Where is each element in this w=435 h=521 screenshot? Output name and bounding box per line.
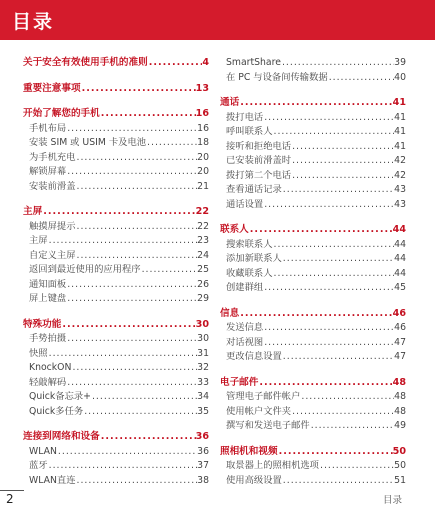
- page-ref: 39: [394, 57, 406, 68]
- toc-entry-text: 查看通话记录: [226, 184, 282, 195]
- toc-section-heading[interactable]: [23, 205, 209, 220]
- dot-leader: [263, 336, 394, 351]
- toc-entry[interactable]: [23, 249, 209, 264]
- toc-section-heading-text: 信息: [220, 307, 240, 319]
- page-ref: 45: [394, 282, 406, 293]
- toc-entry[interactable]: [23, 151, 209, 166]
- toc-entry-text: 收藏联系人: [226, 267, 273, 279]
- dot-leader: [310, 419, 394, 434]
- toc-entry-text: 拨打第二个电话: [226, 169, 292, 181]
- toc-section-heading-text: 关于安全有效使用手机的准则: [23, 57, 148, 68]
- toc-entry-text: 取景器上的照相机选项: [226, 460, 319, 471]
- toc-right-column: [220, 56, 406, 499]
- dot-leader: [61, 318, 195, 333]
- dot-leader: [263, 281, 394, 296]
- toc-entry-text: 安装前滑盖: [29, 180, 76, 192]
- toc-entry-text: 自定义主屏: [29, 249, 76, 261]
- toc-entry[interactable]: [220, 56, 406, 71]
- toc-entry[interactable]: [220, 169, 406, 184]
- toc-entry-text: 通话设置: [226, 198, 264, 210]
- toc-entry[interactable]: [23, 347, 209, 362]
- page-ref: 22: [197, 220, 209, 232]
- toc-section: [220, 223, 406, 296]
- header-bar: [0, 0, 435, 40]
- page-title: 目录: [12, 11, 55, 33]
- dot-leader: [282, 474, 394, 489]
- toc-entry-text: 使用高级设置: [226, 474, 282, 486]
- toc-entry[interactable]: [220, 405, 406, 420]
- page-ref: 20: [197, 151, 209, 163]
- toc-entry[interactable]: [23, 180, 209, 195]
- page-ref: 43: [394, 198, 406, 210]
- page-ref: 48: [392, 376, 406, 388]
- page-ref: 41: [394, 140, 406, 152]
- toc-section-heading-text: 主屏: [23, 206, 43, 217]
- toc-section: [23, 56, 209, 71]
- page-ref: 41: [394, 126, 406, 137]
- page-ref: 47: [394, 336, 406, 348]
- toc-section: [23, 430, 209, 488]
- page-ref: 51: [394, 474, 406, 486]
- toc-entry[interactable]: [220, 111, 406, 126]
- page-ref: 13: [195, 82, 209, 94]
- dot-leader: [291, 405, 394, 420]
- toc-entry-text: 快照: [29, 347, 48, 359]
- page-ref: 42: [394, 155, 406, 166]
- page-ref: 44: [392, 224, 406, 235]
- dot-leader: [48, 459, 198, 474]
- dot-leader: [76, 474, 198, 489]
- toc-entry[interactable]: [23, 376, 209, 391]
- toc-entry-text: 在 PC 与设备间传输数据: [226, 71, 328, 83]
- dot-leader: [300, 390, 394, 405]
- toc-section-heading[interactable]: [220, 376, 406, 391]
- page-ref: 34: [197, 391, 209, 402]
- toc-entry-text: 返回到最近使用的应用程序: [29, 264, 141, 275]
- page-ref: 47: [394, 351, 406, 362]
- toc-entry-text: 撰写和发送电子邮件: [226, 420, 310, 431]
- toc-section-heading[interactable]: [23, 318, 209, 333]
- toc-entry[interactable]: [220, 154, 406, 169]
- page-ref: 18: [197, 137, 209, 148]
- page-ref: 31: [197, 347, 209, 359]
- page-ref: 44: [394, 253, 406, 264]
- toc-entry[interactable]: [23, 459, 209, 474]
- dot-leader: [291, 140, 394, 155]
- dot-leader: [76, 180, 198, 195]
- dot-leader: [66, 332, 197, 347]
- dot-leader: [273, 125, 395, 140]
- page-ref: 49: [394, 420, 406, 431]
- toc-entry-text: 蓝牙: [29, 460, 48, 471]
- toc-entry-text: 拨打电话: [226, 111, 264, 123]
- toc-entry[interactable]: [220, 140, 406, 155]
- toc-entry-text: KnockON: [29, 362, 72, 373]
- toc-entry[interactable]: [23, 361, 209, 376]
- toc-entry[interactable]: [23, 220, 209, 235]
- toc-entry[interactable]: [23, 390, 209, 405]
- page-ref: 44: [394, 267, 406, 279]
- toc-section-heading[interactable]: [220, 223, 406, 238]
- toc-entry[interactable]: [23, 445, 209, 460]
- dot-leader: [100, 107, 196, 122]
- toc-section-heading[interactable]: [23, 107, 209, 122]
- toc-section-heading[interactable]: [220, 96, 406, 111]
- page-ref: 50: [392, 445, 406, 457]
- dot-leader: [100, 430, 196, 445]
- page-ref: 42: [394, 169, 406, 181]
- page-ref: 20: [197, 166, 209, 177]
- toc-entry[interactable]: [23, 136, 209, 151]
- page-ref: 29: [197, 293, 209, 304]
- toc-section-heading-text: 通话: [220, 97, 240, 108]
- toc-entry[interactable]: [220, 350, 406, 365]
- toc-entry[interactable]: [220, 71, 406, 86]
- toc-entry[interactable]: [23, 332, 209, 347]
- page-ref: 23: [197, 235, 209, 246]
- dot-leader: [48, 347, 198, 362]
- toc-section-heading[interactable]: [23, 56, 209, 71]
- dot-leader: [291, 169, 394, 184]
- toc-section: [23, 318, 209, 420]
- dot-leader: [273, 267, 395, 282]
- dot-leader: [66, 292, 197, 307]
- toc-section: [220, 376, 406, 434]
- toc-entry-text: 轻敲解码: [29, 376, 67, 388]
- dot-leader: [239, 307, 392, 322]
- page-ref: 22: [195, 206, 209, 217]
- page-ref: 16: [197, 122, 209, 134]
- page-ref: 33: [197, 376, 209, 388]
- dot-leader: [282, 183, 394, 198]
- page-ref: 24: [197, 249, 209, 261]
- page-ref: 43: [394, 184, 406, 195]
- toc-entry[interactable]: [220, 183, 406, 198]
- toc-entry[interactable]: [23, 234, 209, 249]
- page-ref: 40: [394, 71, 406, 83]
- toc-entry-text: 解锁屏幕: [29, 166, 67, 177]
- toc-entry[interactable]: [23, 278, 209, 293]
- toc-entry-text: 更改信息设置: [226, 351, 282, 362]
- dot-leader: [76, 151, 198, 166]
- dot-leader: [66, 278, 197, 293]
- dot-leader: [282, 252, 394, 267]
- toc-entry-text: 管理电子邮件帐户: [226, 391, 301, 402]
- toc-entry[interactable]: [220, 390, 406, 405]
- dot-leader: [81, 82, 196, 97]
- toc-section: [23, 107, 209, 194]
- dot-leader: [66, 122, 197, 137]
- toc-section-heading[interactable]: [23, 430, 209, 445]
- toc-entry-text: 手机布局: [29, 122, 67, 134]
- dot-leader: [263, 321, 394, 336]
- dot-leader: [249, 223, 393, 238]
- page-ref: 4: [202, 57, 209, 68]
- dot-leader: [273, 238, 395, 253]
- page-ref: 26: [197, 278, 209, 290]
- toc-entry-text: WLAN: [29, 445, 57, 457]
- toc-section-heading-text: 照相机和视频: [220, 445, 278, 457]
- dot-leader: [291, 154, 394, 169]
- toc-entry[interactable]: [23, 122, 209, 137]
- page-number: 2: [6, 492, 14, 506]
- toc-section-heading-text: 联系人: [220, 224, 249, 235]
- page-ref: 36: [197, 445, 209, 457]
- toc-section: [220, 445, 406, 489]
- toc-entry-text: 手势拍摄: [29, 333, 67, 344]
- toc-entry-text: 使用帐户文件夹: [226, 405, 292, 417]
- toc-section: [220, 96, 406, 212]
- dot-leader: [146, 136, 197, 151]
- toc-section: [220, 56, 406, 85]
- toc-entry-text: 对话视图: [226, 336, 264, 348]
- page-ref: 36: [195, 431, 209, 442]
- toc-entry-text: SmartShare: [226, 57, 281, 68]
- dot-leader: [278, 445, 393, 460]
- toc-entry-text: 已安装前滑盖时: [226, 155, 292, 166]
- toc-entry[interactable]: [220, 281, 406, 296]
- toc-entry[interactable]: [23, 165, 209, 180]
- toc-section-heading-text: 开始了解您的手机: [23, 108, 100, 119]
- page-ref: 38: [197, 474, 209, 486]
- dot-leader: [76, 249, 198, 264]
- toc-entry[interactable]: [220, 336, 406, 351]
- toc-entry-text: 创建群组: [226, 282, 264, 293]
- page-ref: 48: [394, 405, 406, 417]
- dot-leader: [91, 390, 197, 405]
- toc-entry-text: 接听和拒绝电话: [226, 140, 292, 152]
- dot-leader: [258, 376, 392, 391]
- toc-entry[interactable]: [23, 474, 209, 489]
- page-ref: 32: [197, 362, 209, 373]
- page-ref: 41: [392, 97, 406, 108]
- toc-section-heading[interactable]: [220, 445, 406, 460]
- toc-section: [23, 205, 209, 307]
- toc-entry[interactable]: [23, 292, 209, 307]
- toc-entry-text: 通知面板: [29, 278, 67, 290]
- toc-entry-text: 主屏: [29, 235, 48, 246]
- toc-section-heading-text: 特殊功能: [23, 318, 62, 330]
- page-ref: 30: [197, 333, 209, 344]
- dot-leader: [148, 56, 203, 71]
- toc-entry[interactable]: [220, 267, 406, 282]
- toc-section-heading[interactable]: [23, 82, 209, 97]
- page-ref: 46: [392, 307, 406, 319]
- dot-leader: [71, 361, 197, 376]
- toc-entry-text: 安装 SIM 或 USIM 卡及电池: [29, 137, 147, 148]
- page-ref: 44: [394, 238, 406, 250]
- toc-entry-text: Quick多任务: [29, 405, 84, 417]
- page-ref: 37: [197, 460, 209, 471]
- toc-entry[interactable]: [220, 125, 406, 140]
- dot-leader: [328, 71, 394, 86]
- dot-leader: [141, 263, 198, 278]
- dot-leader: [263, 198, 394, 213]
- toc-entry-text: 屏上键盘: [29, 293, 67, 304]
- toc-entry-text: 为手机充电: [29, 151, 76, 163]
- page-ref: 30: [195, 318, 209, 330]
- toc-entry[interactable]: [220, 238, 406, 253]
- toc-entry-text: 呼叫联系人: [226, 126, 273, 137]
- dot-leader: [263, 111, 394, 126]
- page-ref: 21: [197, 180, 209, 192]
- toc-entry-text: 搜索联系人: [226, 238, 273, 250]
- dot-leader: [48, 234, 198, 249]
- page-ref: 35: [197, 405, 209, 417]
- toc-section: [23, 82, 209, 97]
- page-ref: 25: [197, 264, 209, 275]
- toc-section-heading-text: 重要注意事项: [23, 82, 81, 94]
- dot-leader: [66, 165, 197, 180]
- toc-entry[interactable]: [23, 263, 209, 278]
- toc-entry-text: 添加新联系人: [226, 253, 282, 264]
- page-ref: 50: [394, 460, 406, 471]
- toc-section: [220, 307, 406, 365]
- toc-entry-text: WLAN直连: [29, 474, 76, 486]
- toc-entry[interactable]: [220, 321, 406, 336]
- toc-entry[interactable]: [220, 419, 406, 434]
- footer-label: 目录: [383, 495, 403, 506]
- toc-entry-text: Quick备忘录+: [29, 391, 91, 402]
- toc-entry[interactable]: [220, 474, 406, 489]
- dot-leader: [281, 56, 394, 71]
- toc-entry-text: 触摸屏提示: [29, 220, 76, 232]
- toc-section-heading[interactable]: [220, 307, 406, 322]
- toc-entry[interactable]: [220, 198, 406, 213]
- toc-entry[interactable]: [23, 405, 209, 420]
- toc-left-column: [23, 56, 209, 499]
- toc-entry-text: 发送信息: [226, 322, 264, 333]
- page-ref: 16: [195, 108, 209, 119]
- dot-leader: [76, 220, 198, 235]
- dot-leader: [66, 376, 197, 391]
- footer-rule: [0, 490, 24, 491]
- toc-entry[interactable]: [220, 252, 406, 267]
- page-ref: 41: [394, 111, 406, 123]
- page-ref: 48: [394, 391, 406, 402]
- toc-section-heading-text: 电子邮件: [220, 376, 259, 388]
- dot-leader: [57, 445, 197, 460]
- dot-leader: [239, 96, 392, 111]
- dot-leader: [42, 205, 195, 220]
- dot-leader: [83, 405, 197, 420]
- dot-leader: [319, 459, 394, 474]
- toc-section-heading-text: 连接到网络和设备: [23, 431, 100, 442]
- dot-leader: [282, 350, 394, 365]
- page-ref: 46: [394, 322, 406, 333]
- toc-entry[interactable]: [220, 459, 406, 474]
